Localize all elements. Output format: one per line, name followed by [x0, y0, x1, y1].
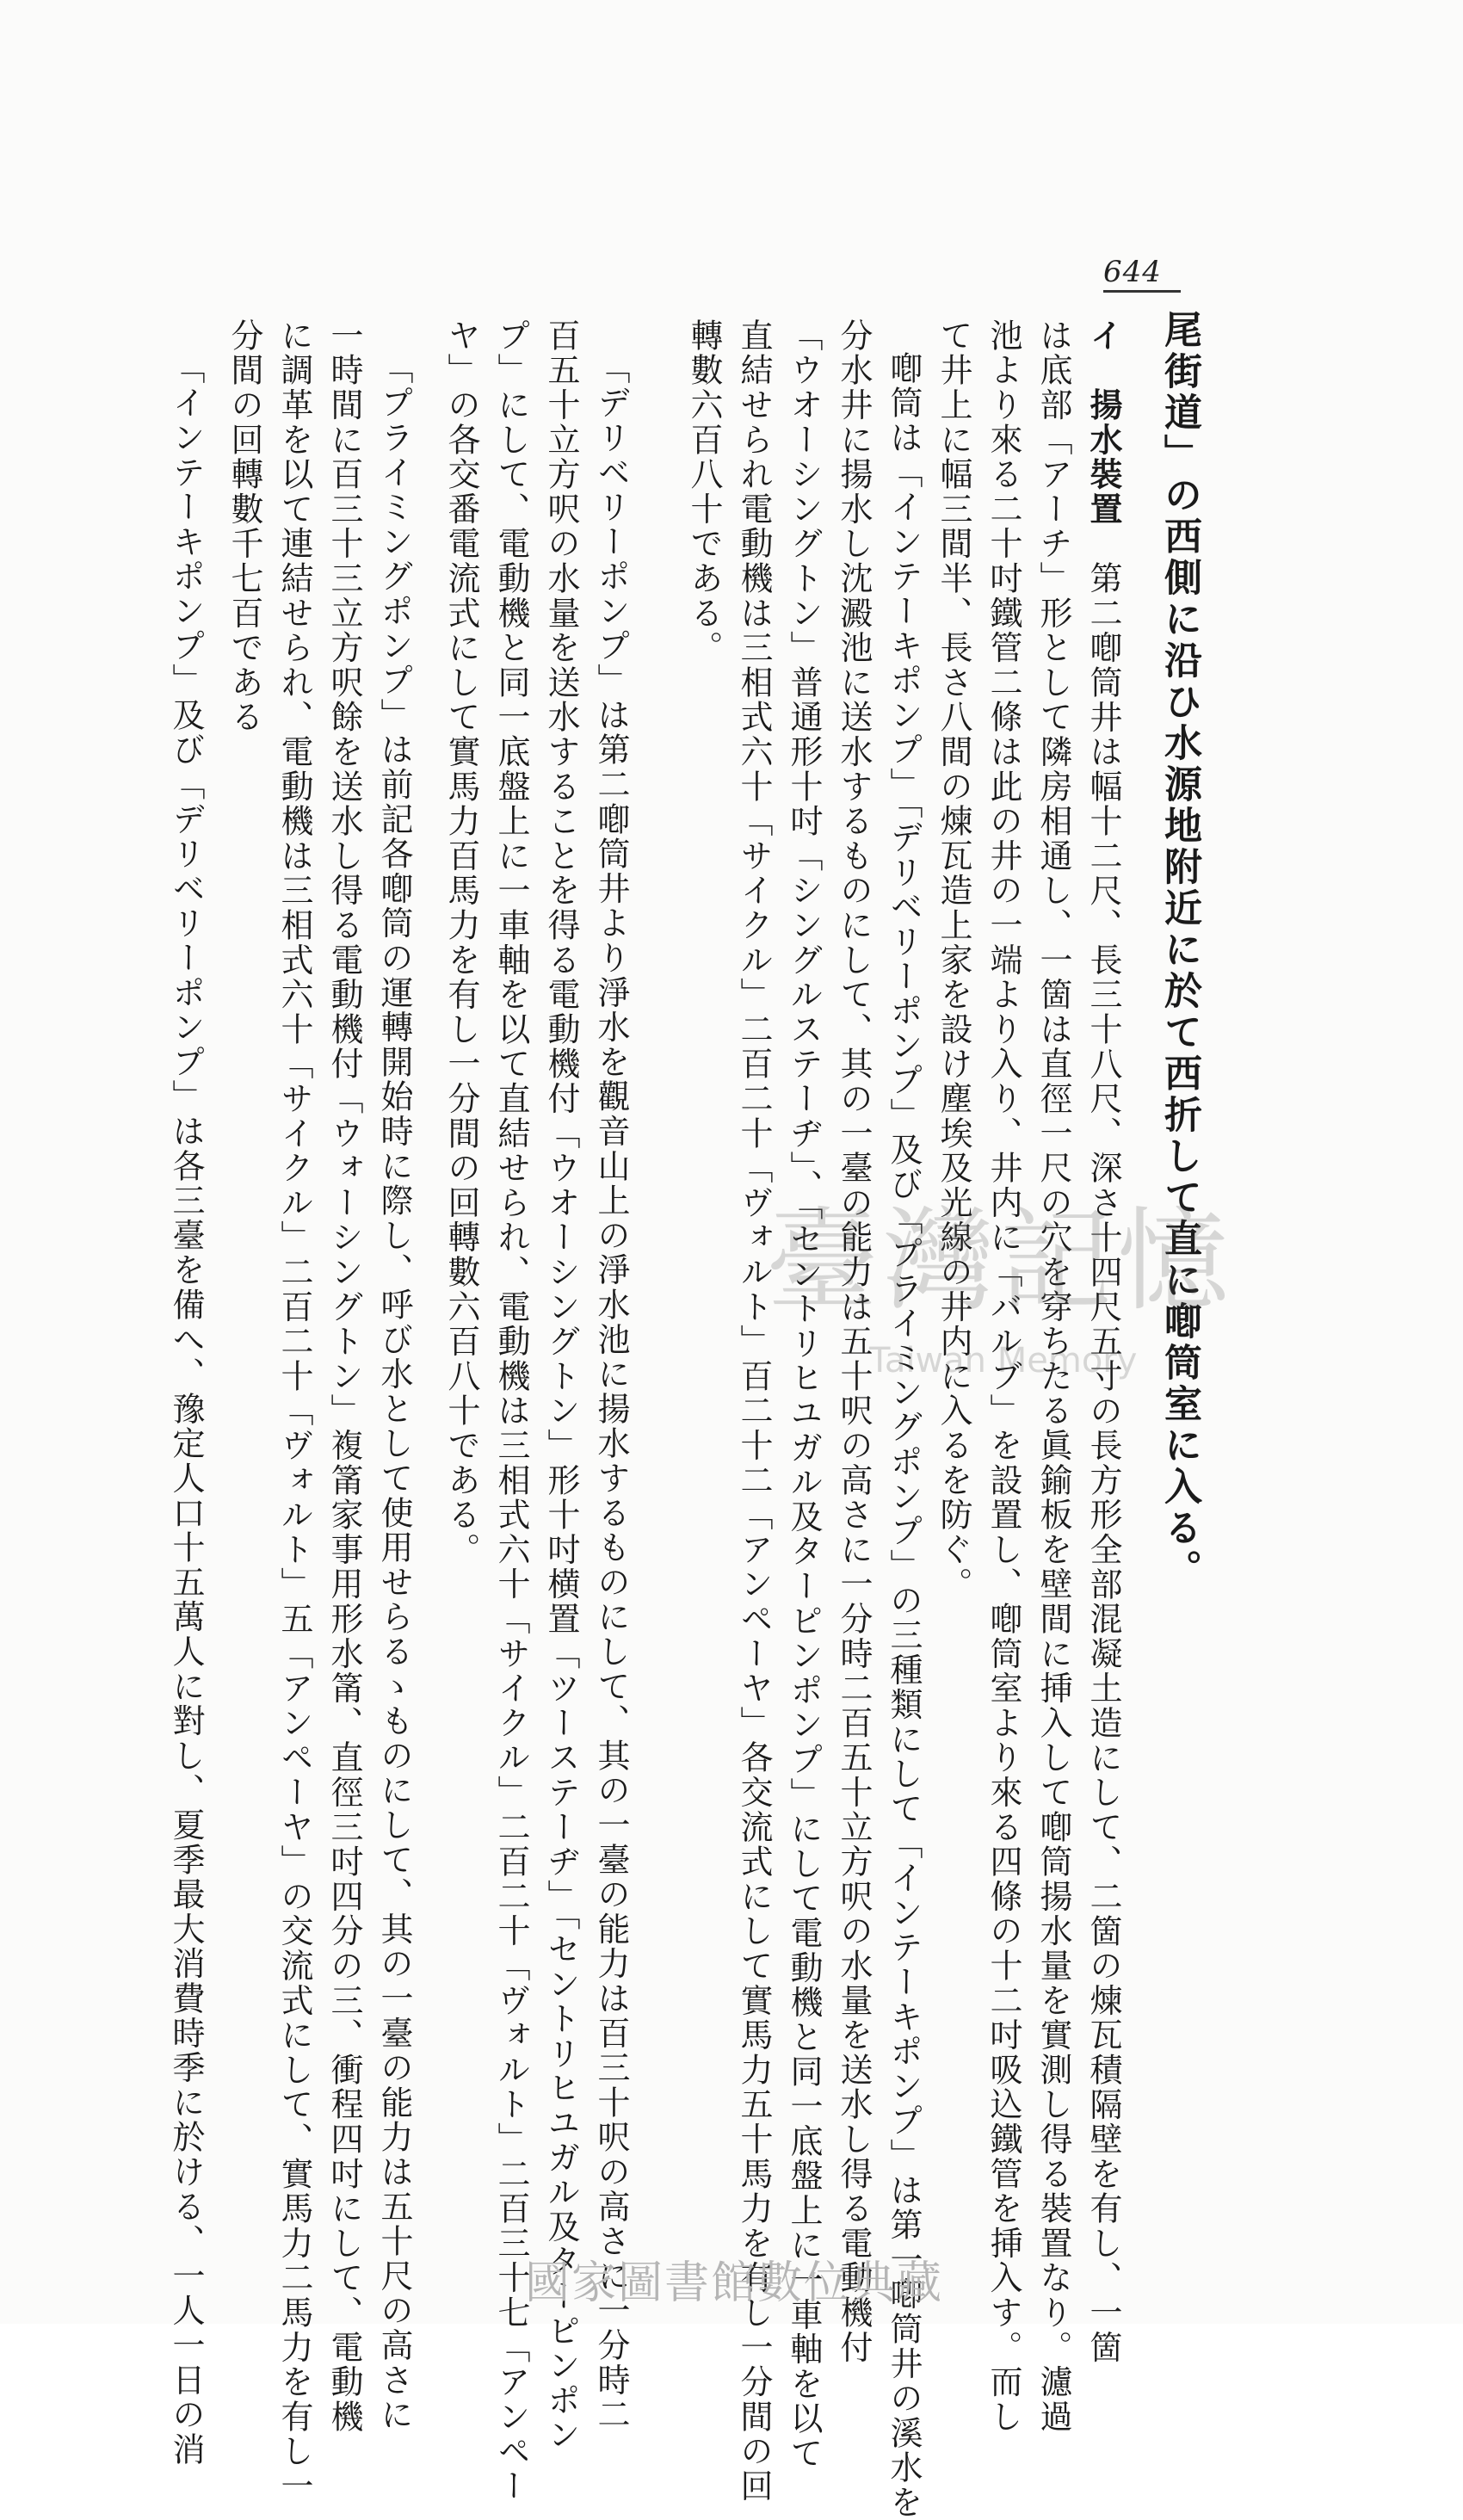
text-column-19 [169, 351, 203, 2467]
text-column-14 [444, 318, 478, 1567]
column-text: 第二喞筒井は幅十二尺、長三十八尺、深さ十四尺五寸の長方形全部混凝土造にして、二箇の煉瓦積隔壁を有し、一箇 [1084, 526, 1122, 2365]
column-text: 「プライミングポンプ」は前記各喞筒の運轉開始時に際し、呼び水として使用せらるゝものにして、其の一臺の能力は五十尺の高さに [375, 351, 413, 2432]
column-text: 直結せられ電動機は三相式六十「サイクル」二百二十「ヴォルト」百二十二「アンペーヤ」各交流式にして實馬力五十馬力を有し一分間の回 [735, 318, 773, 2504]
column-text: ヤ」の各交番電流式にして實馬力百馬力を有し一分間の回轉數六百八十である。 [442, 318, 480, 1567]
text-column-6 [886, 351, 921, 2520]
footer-archive-label: 國家圖書館數位典藏 [525, 2258, 944, 2309]
column-text: 喞筒は「インテーキポンプ」「デリベリーポンプ」及び「プライミングポンプ」の三種類にして「インテーキポンプ」は第一喞筒井の溪水を [885, 351, 923, 2520]
text-column-15 [377, 351, 411, 2432]
text-column-18 [227, 318, 262, 735]
text-column-5 [936, 318, 971, 1602]
column-text: 池より來る二十吋鐵管二條は此の井の一端より入り、井内に「バルブ」を設置し、喞筒室より來る四條の十二吋吸込鐵管を挿入す。而し [985, 318, 1022, 2435]
text-column-16 [327, 318, 361, 2434]
text-column-13 [494, 318, 528, 2504]
column-text: 「デリベリーポンプ」は第二喞筒井より淨水を觀音山上の淨水池に揚水するものにして、其の一臺の能力は百三十呎の高さに一分時二 [592, 351, 630, 2432]
section-heading-pumping-equipment: イ 揚水裝置 [1084, 318, 1123, 527]
column-text: は底部「アーチ」形として隣房相通し、一箇は直徑一尺の穴を穿ちたる眞鍮板を壁間に挿入して喞筒揚水量を實測し得る裝置なり。濾過 [1034, 318, 1072, 2435]
text-column-1 [1159, 310, 1199, 1590]
text-column-10 [687, 318, 721, 665]
column-text: 「ウオーシングトン」普通形十吋「シングルステーヂ」、「セントリヒユガル及ターピンポンプ」にして電動機と同一底盤上に一車軸を以て [785, 318, 823, 2471]
page-number-underline [1103, 290, 1181, 293]
text-column-9 [737, 318, 771, 2504]
column-text: 「インテーキポンプ」及び「デリベリーポンプ」は各三臺を備へ、豫定人口十五萬人に對し、夏季最大消費時季に於ける、一人一日の消 [167, 351, 205, 2468]
text-column-4 [986, 318, 1021, 2434]
column-text: に調革を以て連結せられ、電動機は三相式六十「サイクル」二百二十「ヴォルト」五「アンペーヤ」の交流式にして、實馬力二馬力を有し一 [275, 318, 313, 2504]
text-column-11 [594, 351, 628, 2432]
text-column-3 [1036, 318, 1071, 2434]
text-column-17 [277, 318, 312, 2504]
watermark-title: 臺灣記憶 [766, 1195, 1235, 1326]
text-column-7 [836, 318, 871, 2365]
column-text: て井上に幅三間半、長さ八間の煉瓦造上家を設け塵埃及光線の井内に入るを防ぐ。 [935, 318, 972, 1603]
text-column-2 [1084, 318, 1123, 2365]
text-column-8 [787, 318, 821, 2471]
column-text: 百五十立方呎の水量を送水することを得る電動機付「ウオーシングトン」形十吋横置「ツーステーヂ」「セントリヒユガル及ターピンポン [542, 318, 580, 2453]
column-text: 尾街道」の西側に沿ひ水源地附近に於て西折して直に喞筒室に入る。 [1157, 310, 1201, 1590]
column-text: プ」にして、電動機と同一底盤上に一車軸を以て直結せられ、電動機は三相式六十「サイクル」二百二十「ヴォルト」二百三十七「アンペー [492, 318, 530, 2504]
column-text: 一時間に百三十三立方呎餘を送水し得る電動機付「ウォーシングトン」複筩家事用形水筩、直徑三吋四分の三、衝程四吋にして、電動機 [325, 318, 363, 2435]
text-column-12 [544, 318, 578, 2453]
column-text: 分水井に揚水し沈澱池に送水するものにして、其の一臺の能力は五十呎の高さに一分時二百五十立方呎の水量を送水し得る電動機付 [835, 318, 873, 2365]
column-text: 分間の回轉數千七百である [225, 318, 263, 735]
watermark-subtitle: Taiwan Memory [869, 1341, 1138, 1380]
column-text: 轉數六百八十である。 [685, 318, 723, 665]
page-number: 644 [1103, 255, 1162, 289]
